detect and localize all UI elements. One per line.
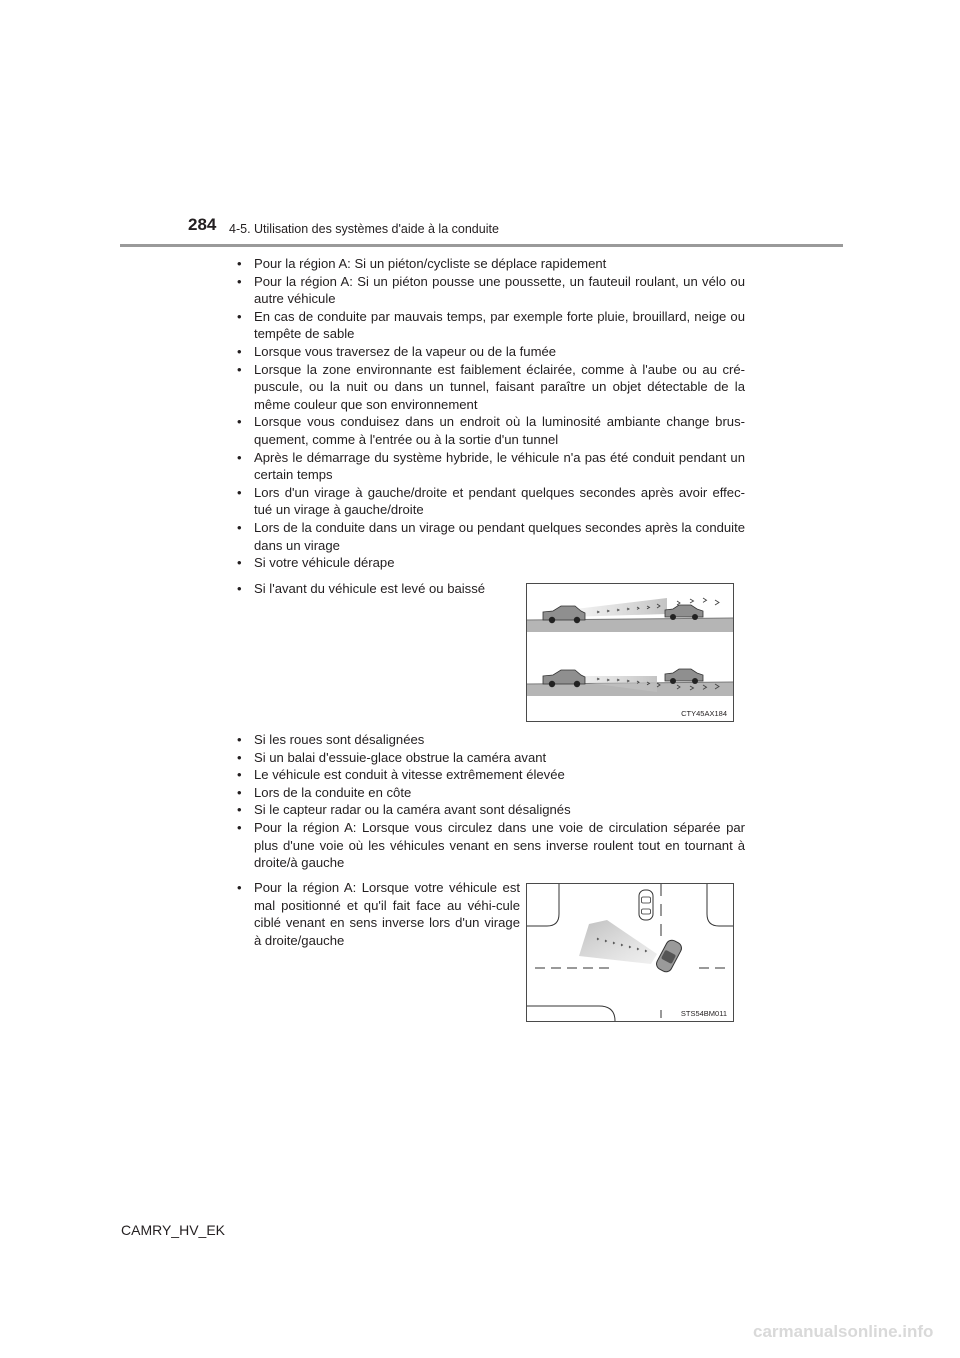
list-item: • Si un balai d'essuie-glace obstrue la caméra avant bbox=[237, 749, 745, 767]
vehicle-pitch-illustration bbox=[526, 583, 734, 722]
section-title: 4-5. Utilisation des systèmes d'aide à la conduite bbox=[229, 222, 499, 236]
watermark: carmanualsonline.info bbox=[753, 1322, 934, 1341]
list-item: • Si votre véhicule dérape bbox=[237, 554, 745, 572]
list-item: • Si les roues sont désalignées bbox=[237, 731, 745, 749]
header-rule bbox=[120, 244, 843, 247]
list-item: • Le véhicule est conduit à vitesse extrêmement élevée bbox=[237, 766, 745, 784]
list-item: • Lors de la conduite dans un virage ou pendant quelques secondes après la conduite dans un virage bbox=[237, 519, 745, 554]
list-item: • Si le capteur radar ou la caméra avant sont désalignés bbox=[237, 801, 745, 819]
figure-code: STS54BM011 bbox=[680, 1009, 727, 1018]
list-item: • En cas de conduite par mauvais temps, par exemple forte pluie, brouillard, neige ou tempête de sable bbox=[237, 308, 745, 343]
list-item: • Lors d'un virage à gauche/droite et pendant quelques secondes après avoir effec-tué un virage à gauche/droite bbox=[237, 484, 745, 519]
list-item: • Pour la région A: Si un piéton pousse une poussette, un fauteuil roulant, un vélo ou autre véhicule bbox=[237, 273, 745, 308]
list-item: • Lors de la conduite en côte bbox=[237, 784, 745, 802]
list-item: • Pour la région A: Lorsque vous circulez dans une voie de circulation séparée par plus d'une voie où les véhicules venant en sens inverse roulent tout en tournant à droite/à gauche bbox=[237, 819, 745, 872]
list-item: • Après le démarrage du système hybride, le véhicule n'a pas été conduit pendant un certain temps bbox=[237, 449, 745, 484]
condition-list bbox=[237, 731, 745, 872]
list-item: • Lorsque vous traversez de la vapeur ou de la fumée bbox=[237, 343, 745, 361]
footer-model: CAMRY_HV_EK bbox=[121, 1222, 226, 1238]
condition-list bbox=[237, 580, 505, 598]
page-number: 284 bbox=[188, 215, 217, 234]
figure-code: CTY45AX184 bbox=[681, 709, 727, 718]
list-item: • Pour la région A: Lorsque votre véhicule est mal positionné et qu'il fait face au véhi-cule ciblé venant en sens inverse lors d'un virage à droite/gauche bbox=[237, 879, 520, 949]
list-item: • Pour la région A: Si un piéton/cycliste se déplace rapidement bbox=[237, 255, 745, 273]
condition-list bbox=[237, 255, 745, 572]
condition-list bbox=[237, 879, 520, 949]
list-item: • Lorsque vous conduisez dans un endroit où la luminosité ambiante change brus-quement, comme à l'entrée ou à la sortie d'un tunnel bbox=[237, 413, 745, 448]
list-item: • Lorsque la zone environnante est faiblement éclairée, comme à l'aube ou au cré-puscule, ou la nuit ou dans un tunnel, faisant paraître un objet détectable de la même couleur que son environnement bbox=[237, 361, 745, 414]
list-item: • Si l'avant du véhicule est levé ou baissé bbox=[237, 580, 505, 598]
intersection-turn-illustration bbox=[526, 883, 734, 1022]
